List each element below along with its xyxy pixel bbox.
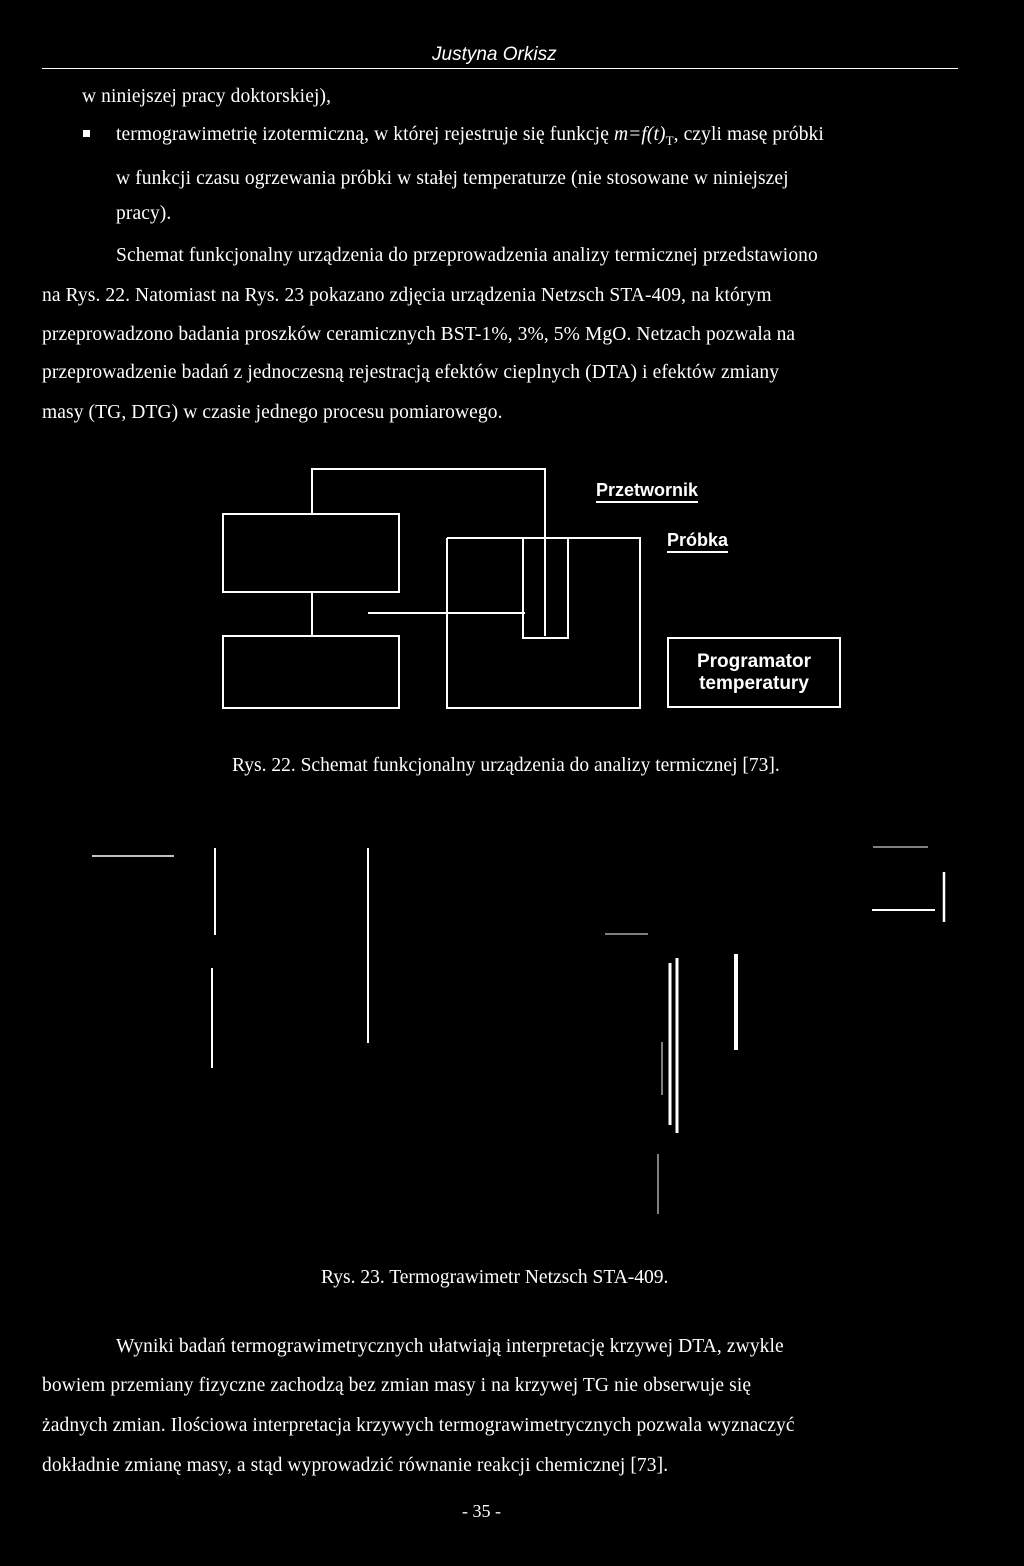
paragraph-line: przeprowadzono badania proszków ceramicznych BST-1%, 3%, 5% MgO. Netzach pozwala na (42, 324, 796, 345)
paragraph-line: bowiem przemiany fizyczne zachodzą bez zmian masy i na krzywej TG nie obserwuje się (42, 1375, 752, 1396)
bullet-text-post: , czyli masę próbki (673, 124, 824, 145)
paragraph-line: przeprowadzenie badań z jednoczesną rejestracją efektów cieplnych (DTA) i efektów zmiany (42, 362, 780, 383)
figure22-caption: Rys. 22. Schemat funkcjonalny urządzenia do analizy termicznej [73]. (232, 755, 780, 776)
paragraph-line: w niniejszej pracy doktorskiej), (82, 86, 332, 107)
paragraph-line: Schemat funkcjonalny urządzenia do przeprowadzenia analizy termicznej przedstawiono (116, 245, 818, 266)
paragraph-line: na Rys. 22. Natomiast na Rys. 23 pokazano zdjęcia urządzenia Netzsch STA-409, na którym (42, 285, 772, 306)
header-author: Justyna Orkisz (432, 44, 557, 65)
bullet-text-pre: termograwimetrię izotermiczną, w której rejestruje się funkcję (116, 124, 614, 145)
page-number: - 35 - (462, 1501, 501, 1521)
label-transducer: Przetwornik (596, 479, 698, 503)
programmer-label-line1: Programator (696, 650, 812, 672)
bullet-formula-subscript: T (665, 132, 674, 148)
label-sample: Próbka (667, 529, 728, 553)
paragraph-line: dokładnie zmianę masy, a stąd wyprowadzić równanie reakcji chemicznej [73]. (42, 1455, 669, 1476)
paragraph-line: żadnych zmian. Ilościowa interpretacja krzywych termograwimetrycznych pozwala wyznaczyć (42, 1415, 795, 1436)
bullet-line-2: w funkcji czasu ogrzewania próbki w stałej temperaturze (nie stosowane w niniejszej (116, 168, 789, 189)
bullet-formula: m=f(t) (613, 124, 666, 145)
bullet-line-3: pracy). (116, 203, 172, 224)
paragraph-line: Wyniki badań termograwimetrycznych ułatwiają interpretację krzywej DTA, zwykle (116, 1336, 784, 1357)
figure23-caption: Rys. 23. Termograwimetr Netzsch STA-409. (321, 1267, 669, 1288)
paragraph-line: masy (TG, DTG) w czasie jednego procesu pomiarowego. (42, 402, 503, 423)
programmer-label-line2: temperatury (699, 672, 809, 694)
